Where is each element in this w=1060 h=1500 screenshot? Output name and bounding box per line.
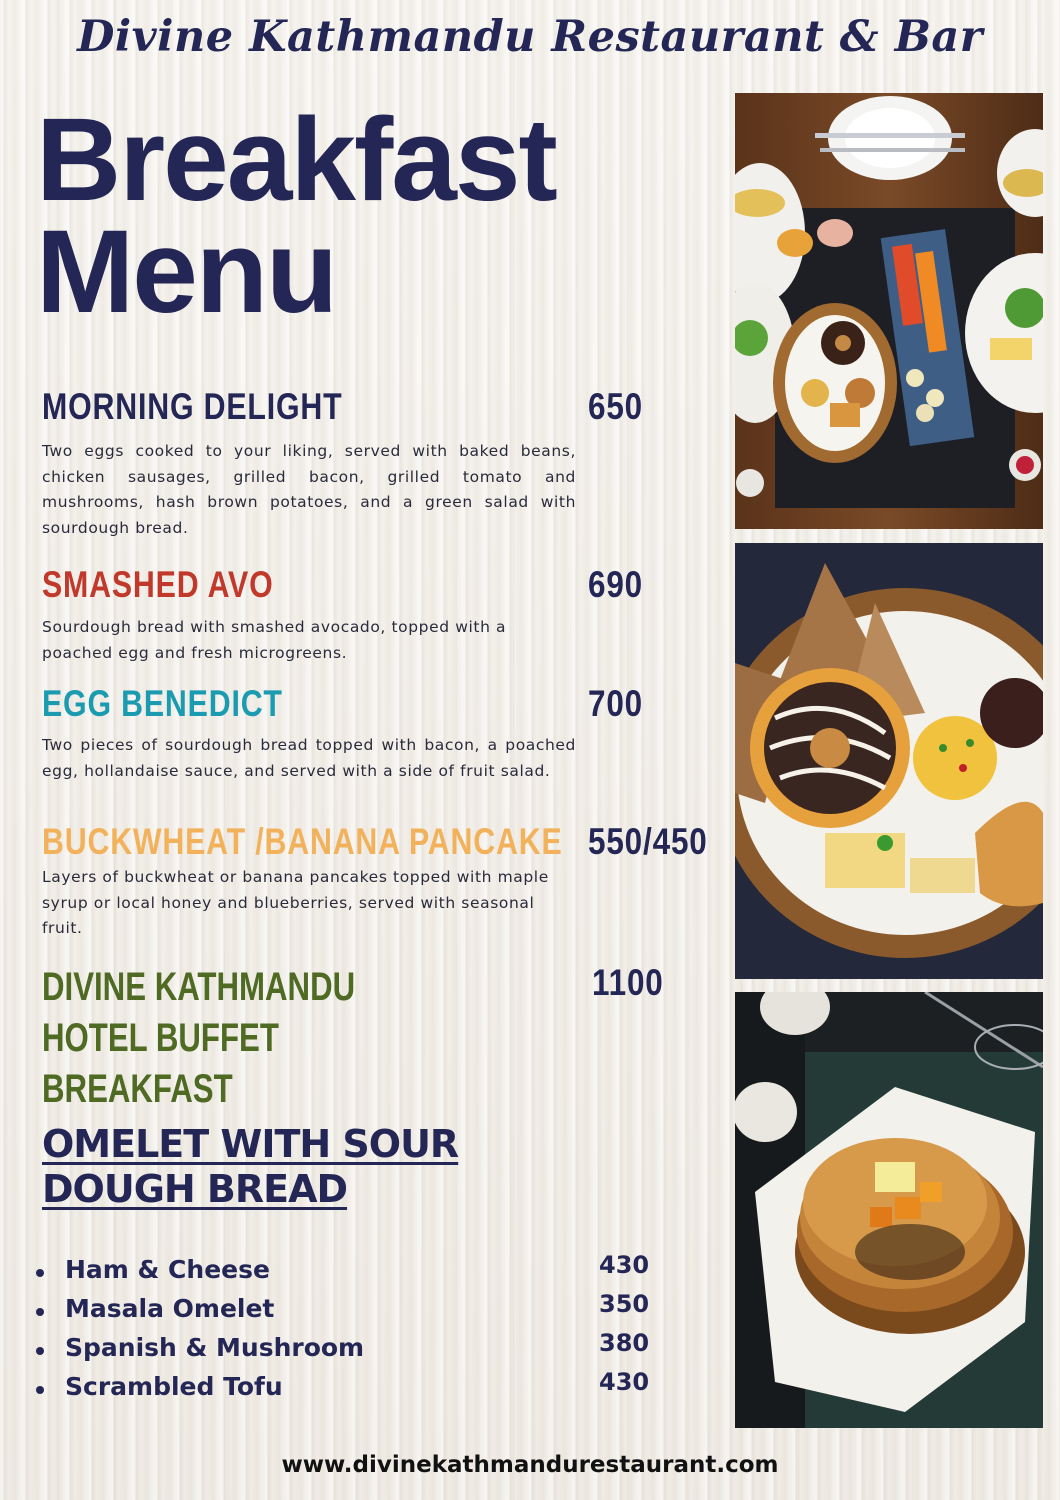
pancake-photo <box>735 992 1043 1428</box>
item-price-buckwheat-banana-pancake: 550/450 <box>588 821 708 862</box>
omelet-list-item <box>36 1251 656 1294</box>
item-name-morning-delight: MORNING DELIGHT <box>42 386 343 427</box>
omelet-list-item <box>36 1368 656 1411</box>
item-price-morning-delight: 650 <box>588 386 644 427</box>
item-description-morning-delight: Two eggs cooked to your liking, served with baked beans, chicken sausages, grilled bacon, grilled tomato and mushrooms, hash brown potatoes, and a green salad with sourdough bread. <box>42 442 576 537</box>
item-name-buffet-breakfast: DIVINE KATHMANDU HOTEL BUFFET BREAKFAST <box>42 965 356 1111</box>
bullet-icon <box>36 1269 44 1277</box>
item-name-buckwheat-banana-pancake: BUCKWHEAT /BANANA PANCAKE <box>42 821 563 862</box>
omelet-item-name: Masala Omelet <box>65 1294 275 1323</box>
omelet-item-price: 380 <box>599 1329 650 1357</box>
bread-basket-photo <box>735 543 1043 979</box>
omelet-item-price: 350 <box>599 1290 650 1318</box>
menu-title-line2: Menu <box>36 206 337 338</box>
bullet-icon <box>36 1308 44 1316</box>
item-description-buckwheat-banana-pancake: Layers of buckwheat or banana pancakes topped with maple syrup or local honey and blueberries, served with seasonal fruit. <box>42 868 549 937</box>
item-name-egg-benedict: EGG BENEDICT <box>42 683 283 724</box>
item-price-smashed-avo: 690 <box>588 564 644 605</box>
menu-title <box>36 94 556 338</box>
item-description-smashed-avo: Sourdough bread with smashed avocado, topped with a poached egg and fresh microgreens. <box>42 618 507 662</box>
omelet-section-heading <box>42 1122 458 1212</box>
omelet-item-name: Ham & Cheese <box>65 1255 270 1284</box>
menu-title-line1: Breakfast <box>36 94 556 226</box>
restaurant-name: Divine Kathmandu Restaurant & Bar <box>77 12 983 62</box>
bullet-icon <box>36 1347 44 1355</box>
omelet-list-item <box>36 1290 656 1333</box>
omelet-heading-line2: DOUGH BREAD <box>42 1167 348 1211</box>
omelet-item-name: Spanish & Mushroom <box>65 1333 365 1362</box>
item-price-egg-benedict: 700 <box>588 683 644 724</box>
omelet-item-price: 430 <box>599 1368 650 1396</box>
bullet-icon <box>36 1386 44 1394</box>
omelet-list-item <box>36 1329 656 1372</box>
omelet-item-price: 430 <box>599 1251 650 1279</box>
item-price-buffet-breakfast: 1100 <box>592 962 664 1003</box>
omelet-heading-line1: OMELET WITH SOUR <box>42 1122 459 1166</box>
item-name-smashed-avo: SMASHED AVO <box>42 564 274 605</box>
breakfast-spread-photo <box>735 93 1043 529</box>
website-url[interactable]: www.divinekathmandurestaurant.com <box>281 1452 779 1478</box>
item-description-egg-benedict: Two pieces of sourdough bread topped with bacon, a poached egg, hollandaise sauce, and served with a side of fruit salad. <box>42 736 576 780</box>
omelet-item-name: Scrambled Tofu <box>65 1372 283 1401</box>
